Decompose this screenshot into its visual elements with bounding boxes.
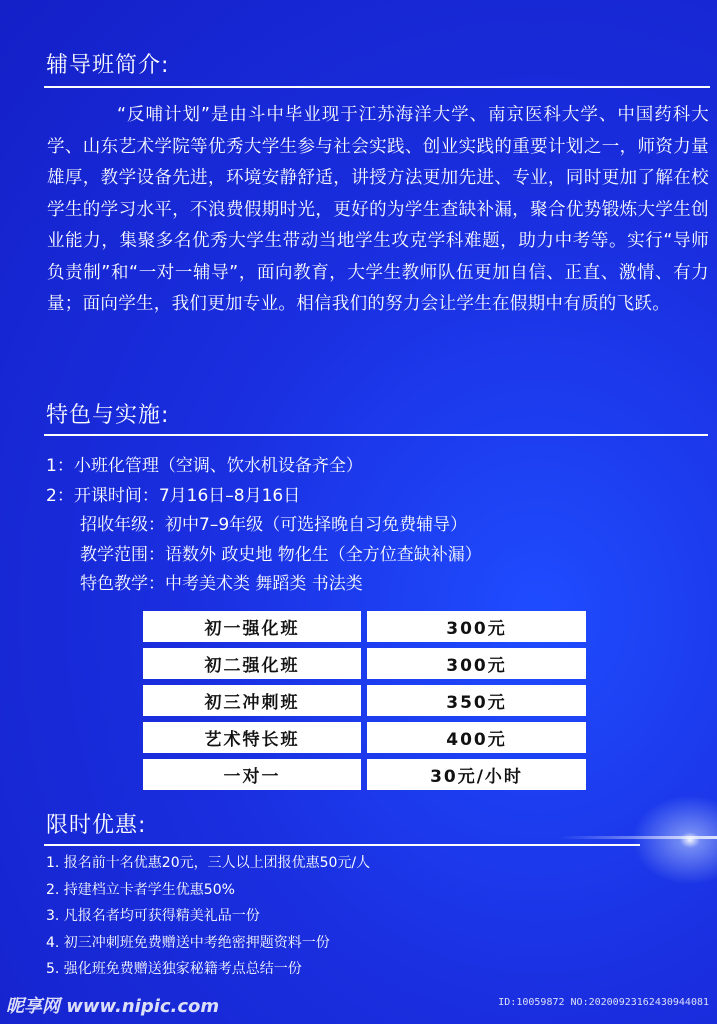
class-name-cell: 初一强化班 [143,611,361,642]
feature-item: 1：小班化管理（空调、饮水机设备齐全） [46,456,363,476]
class-price-cell: 400元 [367,722,586,753]
offers-section-title: 限时优惠: [46,813,147,838]
offer-item: 2. 持建档立卡者学生优惠50% [46,881,235,898]
watermark-id: ID:10059872 NO:20200923162430944081 [498,997,709,1008]
price-table [143,611,586,796]
intro-paragraph: “反哺计划”是由斗中毕业现于江苏海洋大学、南京医科大学、中国药科大学、山东艺术学院等优秀大学生参与社会实践、创业实践的重要计划之一，师资力量雄厚，教学设备先进，环境安静舒适，讲授方法更加先进、专业，同时更加了解在校学生的学习水平，不浪费假期时光，更好的为学生查缺补漏，聚合优势锻炼大学生创业能力，集聚多名优秀大学生带动当地学生攻克学科难题，助力中考等。实行“导师负责制”和“一对一辅导”，面向教育，大学生教师队伍更加自信、正直、激情、有力量；面向学生，我们更加专业。相信我们的努力会让学生在假期中有质的飞跃。 [47,105,709,314]
class-price-cell: 350元 [367,685,586,716]
price-row [143,611,586,642]
class-name-cell: 初二强化班 [143,648,361,679]
price-row [143,722,586,753]
lens-flare-streak [560,836,717,839]
offer-item: 1. 报名前十名优惠20元，三人以上团报优惠50元/人 [46,855,371,871]
features-divider [44,434,708,436]
price-row [143,648,586,679]
feature-item: 2：开课时间：7月16日–8月16日 [46,485,301,506]
price-row [143,685,586,716]
intro-section-title: 辅导班简介: [46,53,170,78]
feature-item: 教学范围：语数外 政史地 物化生（全方位查缺补漏） [80,544,482,565]
class-name-cell: 艺术特长班 [143,722,361,753]
offers-divider [44,844,640,846]
class-price-cell: 300元 [367,648,586,679]
lens-flare [600,770,717,910]
class-name-cell: 一对一 [143,759,361,790]
offer-item: 5. 强化班免费赠送独家秘籍考点总结一份 [46,961,302,977]
feature-item: 特色教学：中考美术类 舞蹈类 书法类 [80,574,363,594]
price-row [143,759,586,790]
offer-item: 3. 凡报名者均可获得精美礼品一份 [46,908,260,924]
features-section-title: 特色与实施: [46,403,170,428]
class-price-cell: 300元 [367,611,586,642]
feature-item: 招收年级：初中7–9年级（可选择晚自习免费辅导） [80,515,468,535]
class-name-cell: 初三冲刺班 [143,685,361,716]
watermark-logo: 昵享网 www.nipic.com [6,996,220,1017]
intro-divider [44,86,710,88]
offers-list [46,850,370,983]
offer-item: 4. 初三冲刺班免费赠送中考绝密押题资料一份 [46,934,330,951]
features-list [46,452,482,600]
class-price-cell: 30元/小时 [367,759,586,790]
